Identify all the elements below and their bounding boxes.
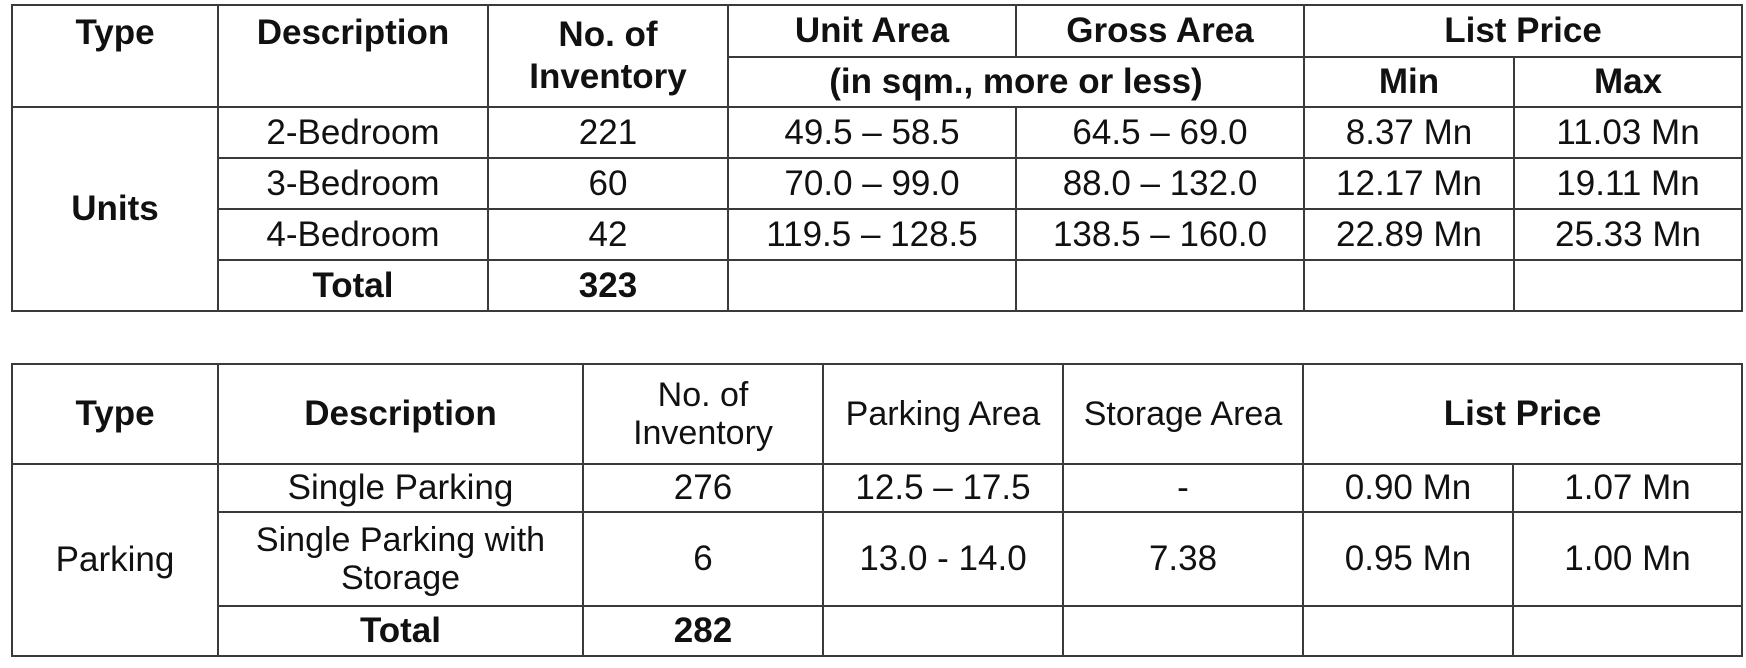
total-row	[12, 606, 1742, 656]
table-row	[12, 512, 1742, 606]
total-inventory: 323	[488, 260, 728, 311]
cell-inventory: 6	[583, 512, 823, 606]
cell-description: 3-Bedroom	[218, 158, 488, 209]
empty-cell	[1063, 606, 1303, 656]
cell-gross-area: 64.5 – 69.0	[1016, 107, 1304, 158]
cell-inventory: 276	[583, 464, 823, 512]
total-label: Total	[218, 260, 488, 311]
total-row	[12, 260, 1742, 311]
empty-cell	[1304, 260, 1514, 311]
cell-inventory: 221	[488, 107, 728, 158]
empty-cell	[1514, 260, 1742, 311]
empty-cell	[1303, 606, 1513, 656]
table-row	[12, 209, 1742, 260]
header-list-price: List Price	[1303, 364, 1742, 464]
header-description: Description	[218, 364, 583, 464]
cell-inventory: 42	[488, 209, 728, 260]
header-min: Min	[1304, 57, 1514, 107]
header-storage-area: Storage Area	[1063, 364, 1303, 464]
header-type: Type	[12, 364, 218, 464]
cell-gross-area: 88.0 – 132.0	[1016, 158, 1304, 209]
cell-min-price: 22.89 Mn	[1304, 209, 1514, 260]
group-label-units: Units	[12, 107, 218, 311]
cell-description: 2-Bedroom	[218, 107, 488, 158]
parking-table	[11, 363, 1743, 657]
cell-max-price: 19.11 Mn	[1514, 158, 1742, 209]
cell-unit-area: 119.5 – 128.5	[728, 209, 1016, 260]
cell-max-price: 11.03 Mn	[1514, 107, 1742, 158]
cell-max-price: 25.33 Mn	[1514, 209, 1742, 260]
header-inventory: No. of Inventory	[583, 364, 823, 464]
header-gross-area: Gross Area	[1016, 5, 1304, 57]
table-row	[12, 107, 1742, 158]
header-inventory: No. of Inventory	[488, 5, 728, 107]
cell-inventory: 60	[488, 158, 728, 209]
cell-description: Single Parking	[218, 464, 583, 512]
cell-min-price: 12.17 Mn	[1304, 158, 1514, 209]
group-label-parking: Parking	[12, 464, 218, 656]
table-row	[12, 158, 1742, 209]
cell-description: Single Parking with Storage	[218, 512, 583, 606]
cell-gross-area: 138.5 – 160.0	[1016, 209, 1304, 260]
header-unit-area: Unit Area	[728, 5, 1016, 57]
cell-description: 4-Bedroom	[218, 209, 488, 260]
header-description: Description	[218, 5, 488, 107]
header-list-price: List Price	[1304, 5, 1742, 57]
cell-parking-area: 13.0 - 14.0	[823, 512, 1063, 606]
cell-unit-area: 70.0 – 99.0	[728, 158, 1016, 209]
table-row	[12, 464, 1742, 512]
empty-cell	[728, 260, 1016, 311]
cell-max-price: 1.00 Mn	[1513, 512, 1742, 606]
empty-cell	[1513, 606, 1742, 656]
empty-cell	[823, 606, 1063, 656]
empty-cell	[1016, 260, 1304, 311]
units-table	[11, 4, 1743, 312]
cell-parking-area: 12.5 – 17.5	[823, 464, 1063, 512]
cell-max-price: 1.07 Mn	[1513, 464, 1742, 512]
cell-min-price: 8.37 Mn	[1304, 107, 1514, 158]
cell-storage-area: -	[1063, 464, 1303, 512]
cell-min-price: 0.90 Mn	[1303, 464, 1513, 512]
header-max: Max	[1514, 57, 1742, 107]
header-type: Type	[12, 5, 218, 107]
header-parking-area: Parking Area	[823, 364, 1063, 464]
total-inventory: 282	[583, 606, 823, 656]
header-area-note: (in sqm., more or less)	[728, 57, 1304, 107]
total-label: Total	[218, 606, 583, 656]
cell-unit-area: 49.5 – 58.5	[728, 107, 1016, 158]
cell-storage-area: 7.38	[1063, 512, 1303, 606]
cell-min-price: 0.95 Mn	[1303, 512, 1513, 606]
